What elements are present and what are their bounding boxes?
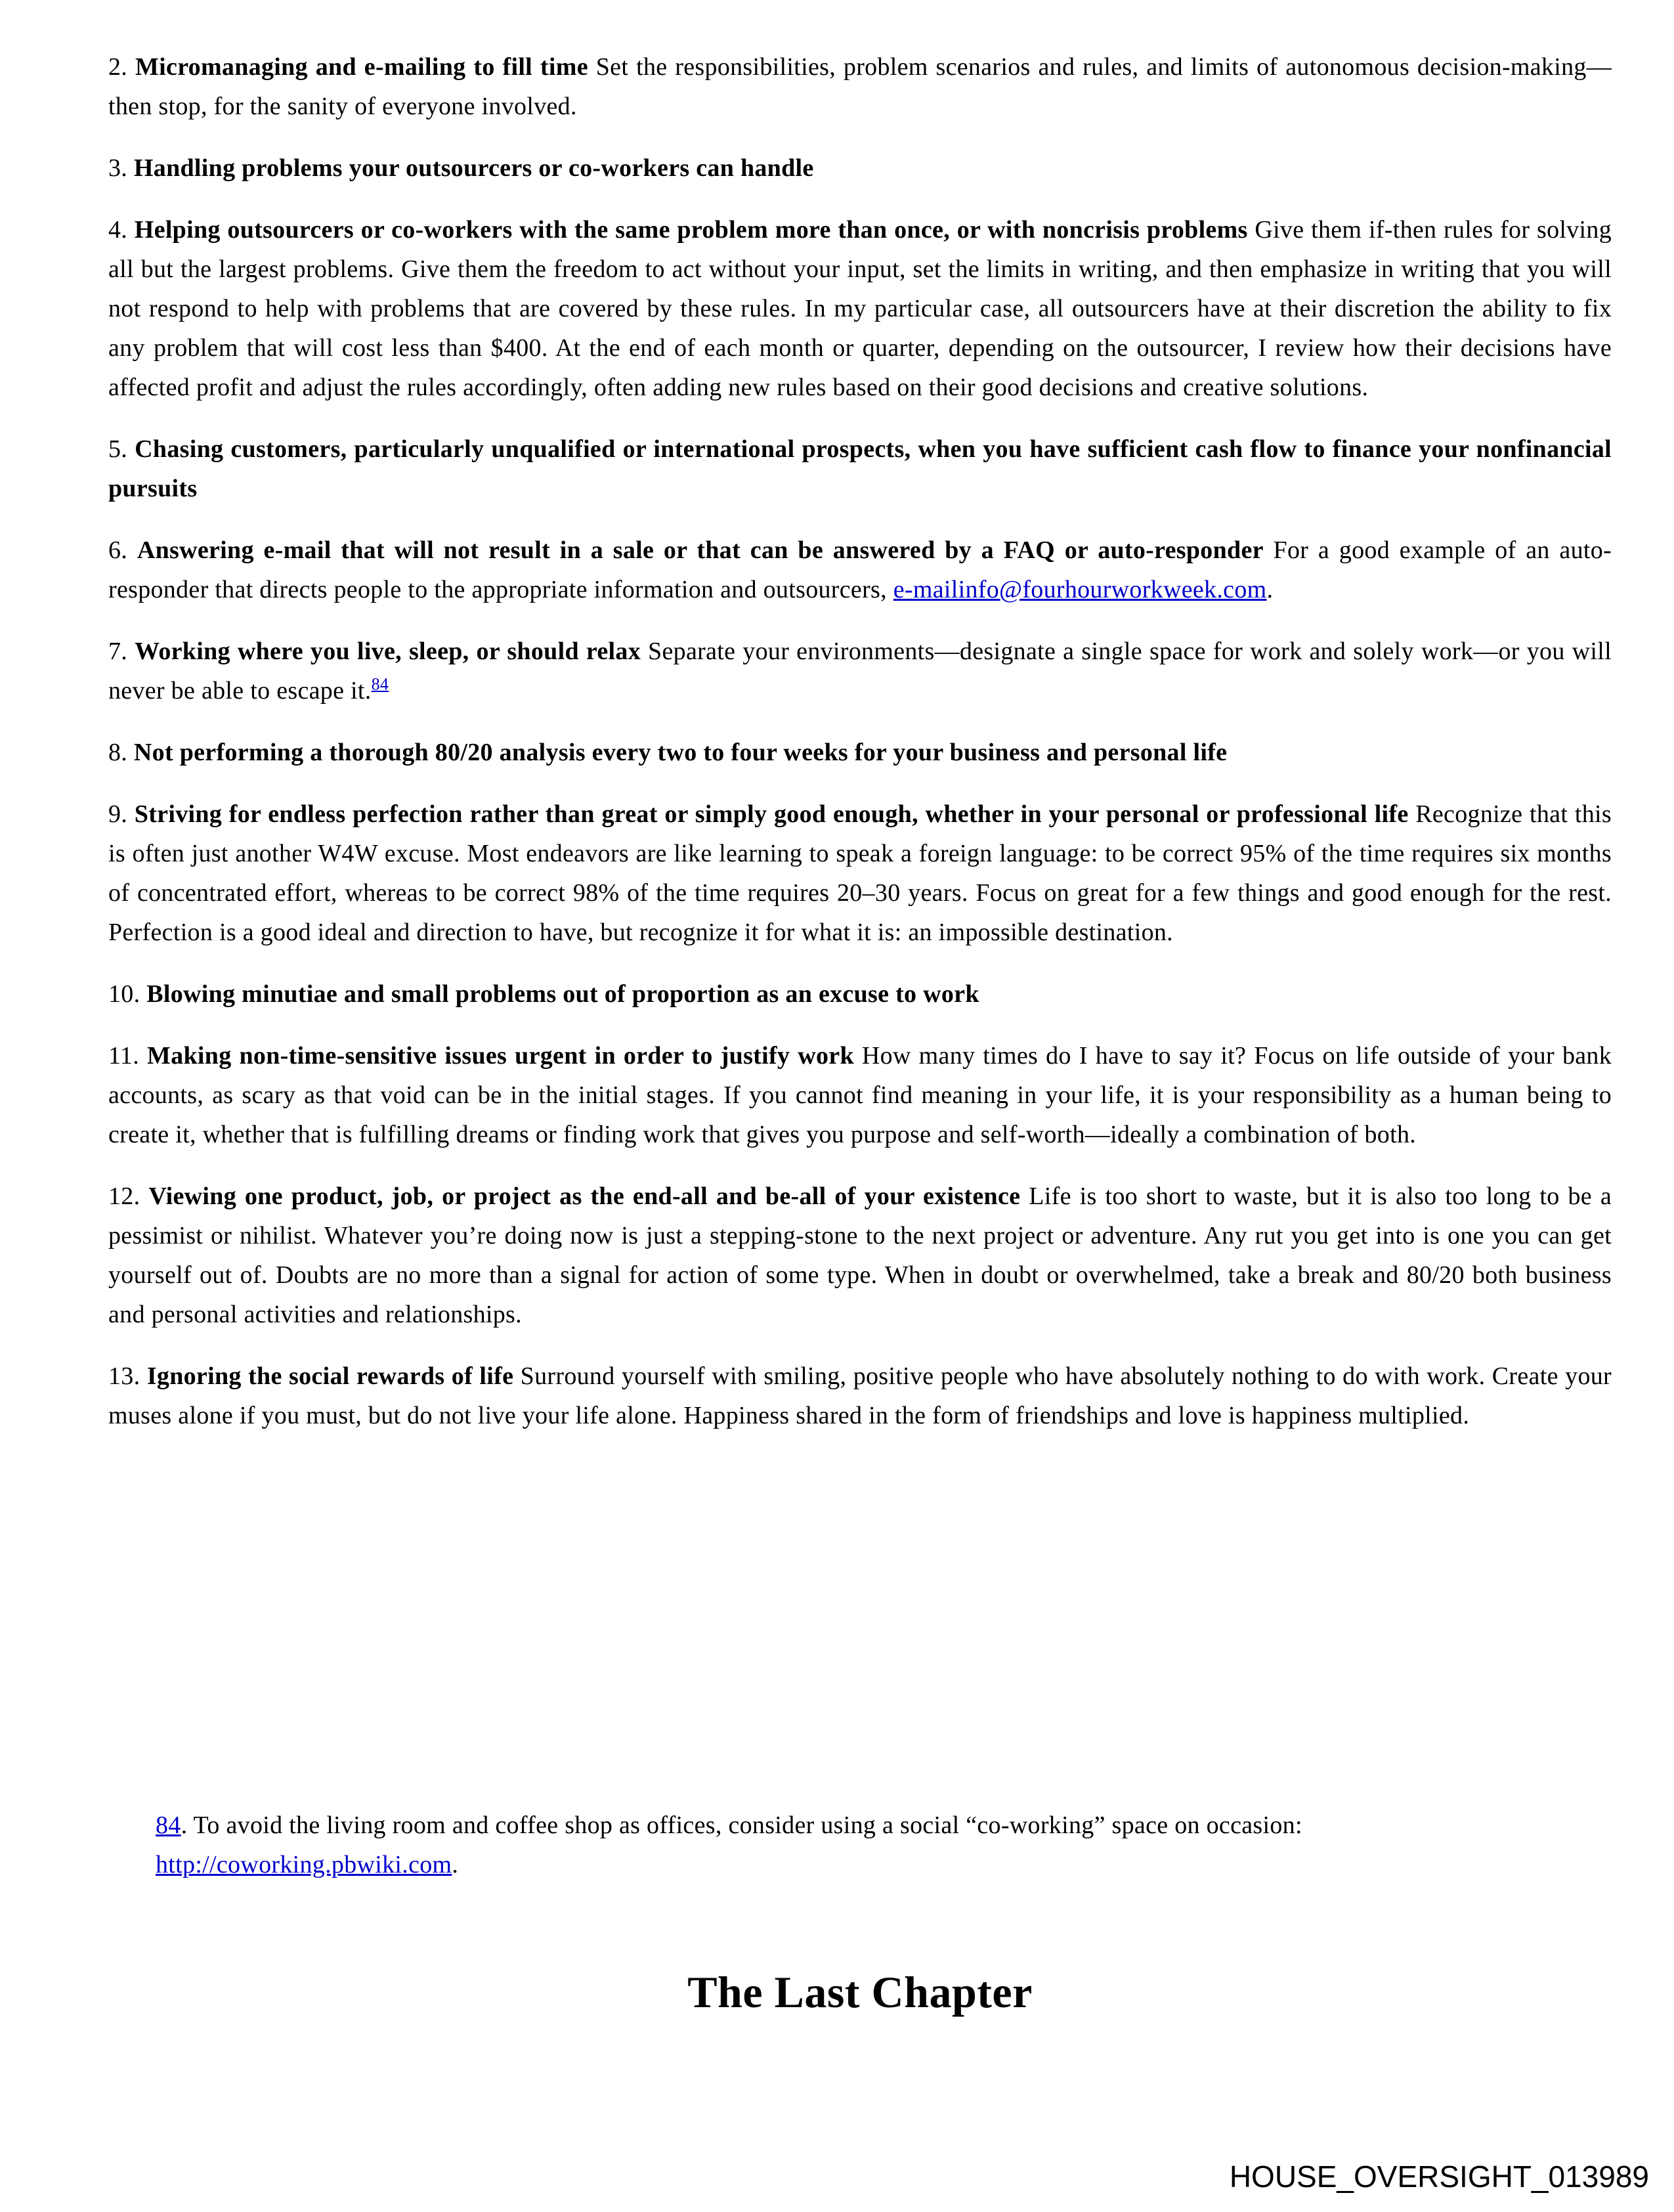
item-number: 12.	[108, 1182, 149, 1210]
item-number: 11.	[108, 1042, 147, 1070]
footnote-ref-link[interactable]: 84	[156, 1811, 181, 1839]
item-heading: Micromanaging and e-mailing to fill time	[135, 53, 588, 81]
watermark-bates-number: HOUSE_OVERSIGHT_013989	[1229, 2159, 1649, 2194]
list-item-2	[108, 47, 1612, 126]
item-number: 3.	[108, 154, 134, 182]
item-body: Set the responsibilities, problem scenarios and rules, and limits of autonomous decision-making—then stop, for the sanity of everyone involved.	[108, 53, 1612, 120]
footnote-text: . To avoid the living room and coffee shop as offices, consider using a social “co-working” space on occasion:	[181, 1811, 1302, 1839]
item-heading: Blowing minutiae and small problems out of proportion as an excuse to work	[146, 980, 979, 1008]
item-number: 5.	[108, 435, 135, 463]
footnote-period: .	[452, 1851, 459, 1878]
coworking-url-link[interactable]: http://coworking.pbwiki.com	[156, 1851, 452, 1878]
item-body: Separate your environments—designate a single space for work and solely work—or you will never be able to escape it.	[108, 638, 1612, 705]
list-item-13	[108, 1356, 1612, 1435]
item-heading: Ignoring the social rewards of life	[146, 1362, 514, 1390]
footnote	[156, 1806, 1609, 1884]
item-heading: Chasing customers, particularly unqualified or international prospects, when you have sufficient cash flow to finance your nonfinancial pursuits	[108, 435, 1612, 502]
list-item-7	[108, 632, 1612, 710]
item-heading: Viewing one product, job, or project as the end-all and be-all of your existence	[148, 1182, 1021, 1210]
chapter-title: The Last Chapter	[687, 1967, 1033, 2017]
item-heading: Working where you live, sleep, or should relax	[135, 638, 641, 665]
item-number: 13.	[108, 1362, 147, 1390]
item-body: Recognize that this is often just another W4W excuse. Most endeavors are like learning to speak a foreign language: to be correct 95% of the time requires six months of concentrated effort, whereas to be correct 98% of the time requires 20–30 years. Focus on great for a few things and good enough for the rest. Perfection is a good ideal and direction to have, but recognize it for what it is: an impossible destination.	[108, 800, 1612, 946]
list-item-5	[108, 429, 1612, 508]
item-number: 8.	[108, 739, 134, 766]
item-number: 4.	[108, 216, 135, 244]
item-body: How many times do I have to say it? Focus on life outside of your bank accounts, as scary as that void can be in the initial stages. If you cannot find meaning in your life, it is your responsibility as a human being to create it, whether that is fulfilling dreams or finding work that gives you purpose and self-worth—ideally a combination of both.	[108, 1042, 1612, 1148]
list-item-4	[108, 210, 1612, 407]
item-heading: Striving for endless perfection rather than great or simply good enough, whether in your personal or professional life	[134, 800, 1409, 828]
item-heading: Answering e-mail that will not result in a sale or that can be answered by a FAQ or auto-responder	[137, 536, 1264, 564]
item-number: 10.	[108, 980, 147, 1008]
item-body: Surround yourself with smiling, positive people who have absolutely nothing to do with work. Create your muses alone if you must, but do not live your life alone. Happiness shared in the form of friendships and love is happiness multiplied.	[108, 1362, 1612, 1429]
item-heading: Making non-time-sensitive issues urgent in order to justify work	[147, 1042, 854, 1070]
list-item-12	[108, 1177, 1612, 1334]
item-body-end: .	[1266, 576, 1274, 603]
list-item-9	[108, 794, 1612, 952]
email-link[interactable]: e-mailinfo@fourhourworkweek.com	[893, 576, 1267, 603]
list-item-10	[108, 974, 1612, 1014]
item-body: Give them if-then rules for solving all but the largest problems. Give them the freedom to act without your input, set the limits in writing, and then emphasize in writing that you will not respond to help with problems that are covered by these rules. In my particular case, all outsourcers have at their discretion the ability to fix any problem that will cost less than $400. At the end of each month or quarter, depending on the outsourcer, I review how their decisions have affected profit and adjust the rules accordingly, often adding new rules based on their good decisions and creative solutions.	[108, 216, 1612, 401]
body-text	[108, 47, 1612, 1458]
list-item-11	[108, 1036, 1612, 1154]
item-heading: Helping outsourcers or co-workers with the same problem more than once, or with noncrisis problems	[134, 216, 1248, 244]
item-body: Life is too short to waste, but it is also too long to be a pessimist or nihilist. Whatever you’re doing now is just a stepping-stone to the next project or adventure. Any rut you get into is one you can get yourself out of. Doubts are no more than a signal for action of some type. When in doubt or overwhelmed, take a break and 80/20 both business and personal activities and relationships.	[108, 1182, 1612, 1328]
item-body: For a good example of an auto-responder that directs people to the appropriate information and outsourcers,	[108, 536, 1612, 603]
item-heading: Not performing a thorough 80/20 analysis every two to four weeks for your business and personal life	[133, 739, 1228, 766]
item-number: 6.	[108, 536, 137, 564]
item-number: 2.	[108, 53, 135, 81]
item-number: 9.	[108, 800, 135, 828]
list-item-8	[108, 733, 1612, 772]
footnote-84-superscript-link[interactable]: 84	[371, 674, 389, 694]
list-item-3	[108, 148, 1612, 188]
list-item-6	[108, 531, 1612, 609]
item-heading: Handling problems your outsourcers or co-workers can handle	[133, 154, 814, 182]
item-number: 7.	[108, 638, 135, 665]
